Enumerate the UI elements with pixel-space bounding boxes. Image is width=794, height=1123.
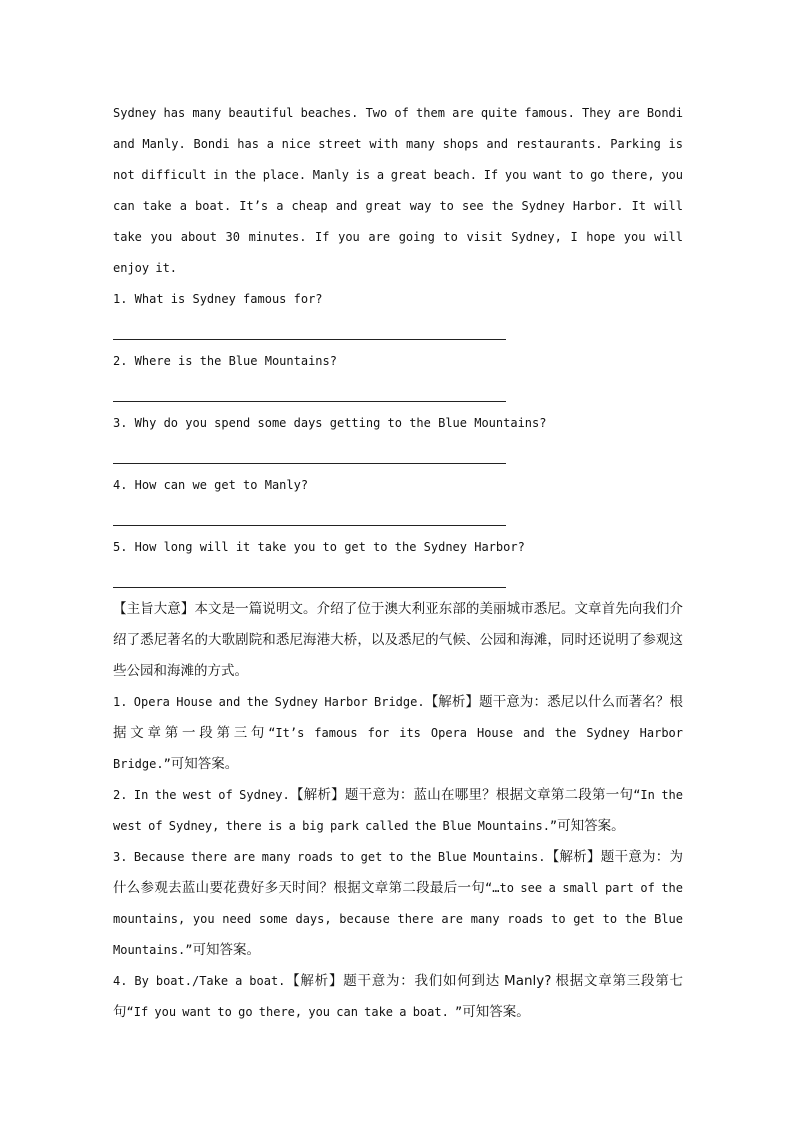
summary-paragraph: 【主旨大意】本文是一篇说明文。介绍了位于澳大利亚东部的美丽城市悉尼。文章首先向我们介绍了悉尼著名的大歌剧院和悉尼海港大桥，以及悉尼的气候、公园和海滩，同时还说明了参观这些公园和海滩的方式。 [113,601,683,679]
answer-1 [113,687,683,780]
question-block-4 [113,470,683,526]
question-4: 4. How can we get to Manly? [113,478,309,492]
answer-1-tail: 可知答案。 [170,756,239,772]
answer-4-tail: 可知答案。 [462,1004,530,1020]
question-5: 5. How long will it take you to get to the Sydney Harbor? [113,540,525,554]
answer-3 [113,842,683,966]
answer-1-quote: “It’s famous for its Opera House and the Sydney Harbor Bridge.” [113,726,683,771]
question-1: 1. What is Sydney famous for? [113,292,323,306]
answer-4 [113,966,683,1028]
question-block-1 [113,284,683,340]
question-2: 2. Where is the Blue Mountains? [113,354,337,368]
answer-2 [113,780,683,842]
question-3: 3. Why do you spend some days getting to the Blue Mountains? [113,416,547,430]
answer-3-tail: 可知答案。 [192,942,260,958]
answer-2-quote: “In the west of Sydney, there is a big park called the Blue Mountains.” [113,788,684,833]
answer-3-quote: “…to see a small part of the mountains, you need some days, because there are many roads to get to the Blue Mountains.” [113,881,683,957]
answer-4-quote: “If you want to go there, you can take a boat. ” [126,1005,463,1019]
passage-paragraph: Sydney has many beautiful beaches. Two of them are quite famous. They are Bondi and Manly. Bondi has a nice street with many shops and restaurants. Parking is not difficult in the place. Manly is a great beach. If you want to go there, you can take a boat. It’s a cheap and great way to see the Sydney Harbor. It will take you about 30 minutes. If you are going to visit Sydney, I hope you will enjoy it. [113,106,683,275]
answer-3-english: 3. Because there are many roads to get to the Blue Mountains. [113,850,546,864]
answer-2-analysis: 【解析】题干意为：蓝山在哪里？根据文章第二段第一句 [289,787,634,803]
answer-2-tail: 可知答案。 [557,818,625,834]
answer-3-analysis: 【解析】题干意为：为什么参观去蓝山要花费好多天时间？根据文章第二段最后一句 [113,849,684,896]
question-block-2 [113,346,683,402]
question-block-3 [113,408,683,464]
document-content [113,98,683,1028]
answer-2-english: 2. In the west of Sydney. [113,788,290,802]
answer-4-english: 4. By boat./Take a boat. [113,974,286,988]
answer-1-analysis: 【解析】题干意为：悉尼以什么而著名？根据文章第一段第三句 [113,694,684,741]
answer-4-analysis: 【解析】题干意为：我们如何到达 Manly? 根据文章第三段第七句 [113,973,684,1020]
question-block-5 [113,532,683,588]
answer-1-english: 1. Opera House and the Sydney Harbor Bridge. [113,695,425,709]
